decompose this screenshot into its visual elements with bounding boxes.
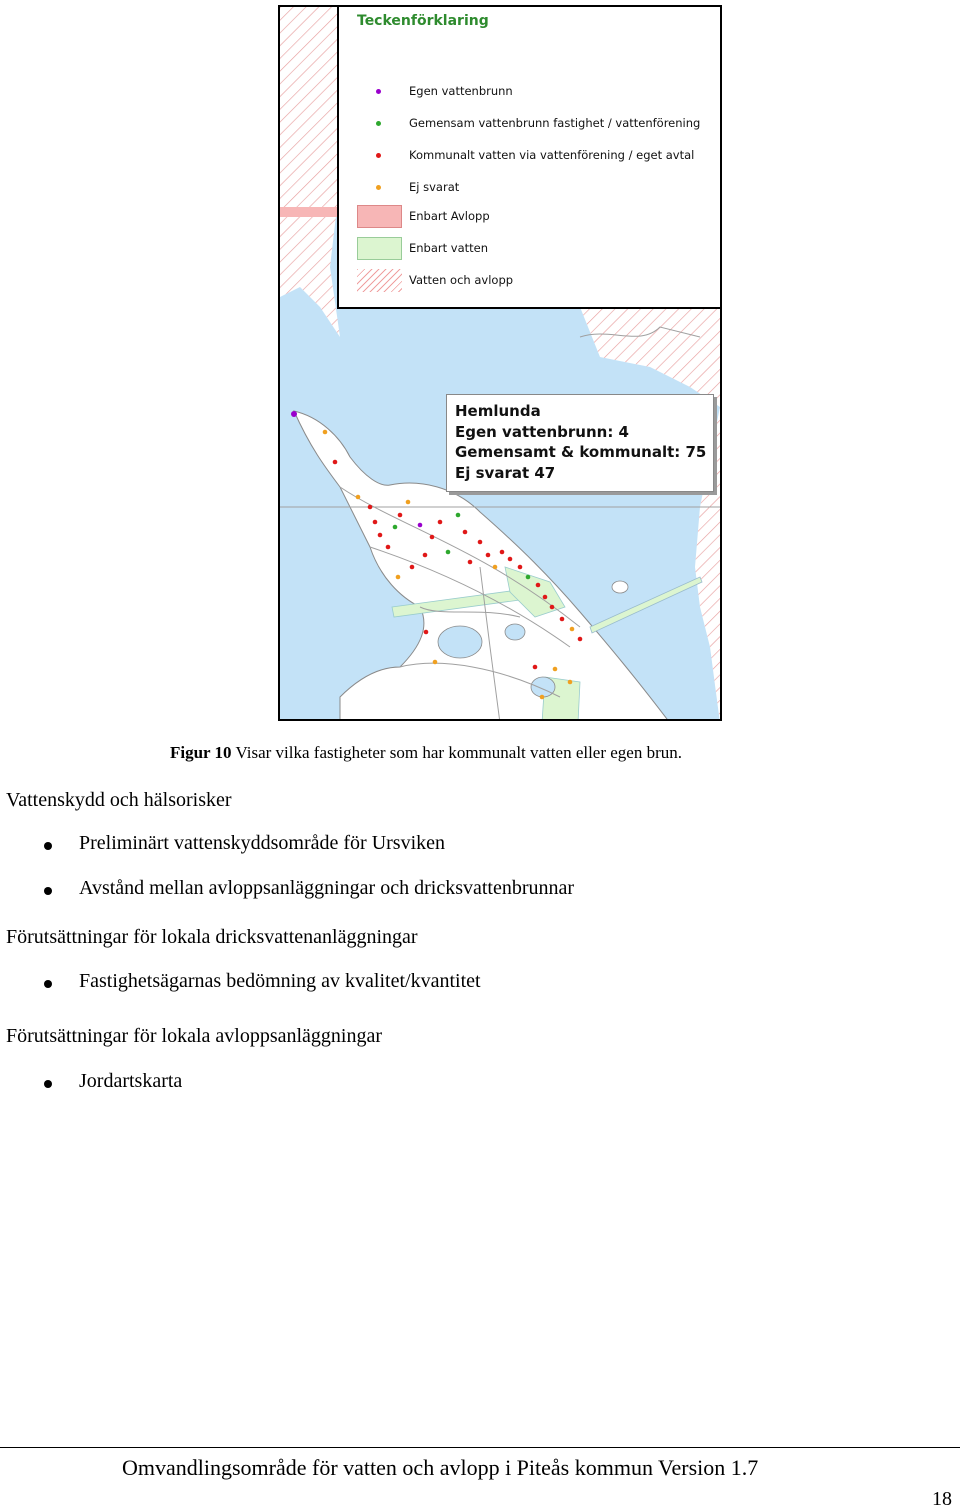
map-figure bbox=[278, 5, 722, 721]
green-dot-icon bbox=[376, 121, 381, 126]
bullet-item: Jordartskarta bbox=[0, 1070, 900, 1096]
figure-caption bbox=[170, 743, 682, 763]
legend-item-gemensam-vattenbrunn: Gemensam vattenbrunn fastighet / vattenförening bbox=[339, 112, 722, 136]
figure-caption-text: Visar vilka fastigheter som har kommunalt vatten eller egen brun. bbox=[231, 743, 683, 762]
bullet-icon bbox=[44, 887, 52, 895]
footer-text: Omvandlingsområde för vatten och avlopp i Piteås kommun Version 1.7 bbox=[122, 1455, 759, 1480]
bullet-icon bbox=[44, 980, 52, 988]
bullet-item: Fastighetsägarnas bedömning av kvalitet/kvantitet bbox=[0, 970, 900, 996]
legend-item-ej-svarat: Ej svarat bbox=[339, 176, 722, 200]
bullet-icon bbox=[44, 842, 52, 850]
section-heading-avlopp: Förutsättningar för lokala avloppsanläggningar bbox=[6, 1025, 383, 1047]
legend-item-enbart-vatten: Enbart vatten bbox=[339, 237, 722, 261]
bullet-item: Preliminärt vattenskyddsområde för Ursviken bbox=[0, 832, 900, 858]
legend-item-kommunalt-vatten: Kommunalt vatten via vattenförening / eget avtal bbox=[339, 144, 722, 168]
legend-item-enbart-avlopp: Enbart Avlopp bbox=[339, 205, 722, 229]
lake-2 bbox=[505, 624, 525, 640]
green-swatch-icon bbox=[357, 237, 402, 260]
legend-title: Teckenförklaring bbox=[357, 13, 489, 29]
section-heading-vattenskydd: Vattenskydd och hälsorisker bbox=[6, 789, 232, 811]
red-dot-icon bbox=[376, 153, 381, 158]
legend-item-egen-vattenbrunn: Egen vattenbrunn bbox=[339, 80, 722, 104]
footer-divider bbox=[0, 1447, 960, 1448]
pink-swatch-icon bbox=[357, 205, 402, 228]
hatch-swatch-icon bbox=[357, 269, 402, 292]
stats-area-name: Hemlunda bbox=[455, 402, 541, 420]
pink-strip bbox=[280, 207, 337, 217]
page-number: 18 bbox=[932, 1488, 952, 1510]
lake-1 bbox=[438, 626, 482, 658]
orange-dot-icon bbox=[376, 185, 381, 190]
section-heading-dricksvatten: Förutsättningar för lokala dricksvattenanläggningar bbox=[6, 926, 418, 948]
bullet-item: Avstånd mellan avloppsanläggningar och dricksvattenbrunnar bbox=[0, 877, 900, 903]
purple-dot-icon bbox=[376, 89, 381, 94]
hemlunda-stats-box bbox=[446, 394, 714, 492]
bullet-icon bbox=[44, 1080, 52, 1088]
islet bbox=[612, 581, 628, 593]
stats-ej-svarat: Ej svarat 47 bbox=[455, 463, 556, 482]
stats-egen-vattenbrunn: Egen vattenbrunn: 4 bbox=[455, 422, 629, 441]
stats-gemensamt-kommunalt: Gemensamt & kommunalt: 75 bbox=[455, 443, 707, 461]
map-legend bbox=[337, 7, 722, 309]
figure-caption-label: Figur 10 bbox=[170, 743, 232, 762]
legend-item-vatten-och-avlopp: Vatten och avlopp bbox=[339, 269, 722, 293]
lake-3 bbox=[531, 677, 555, 697]
